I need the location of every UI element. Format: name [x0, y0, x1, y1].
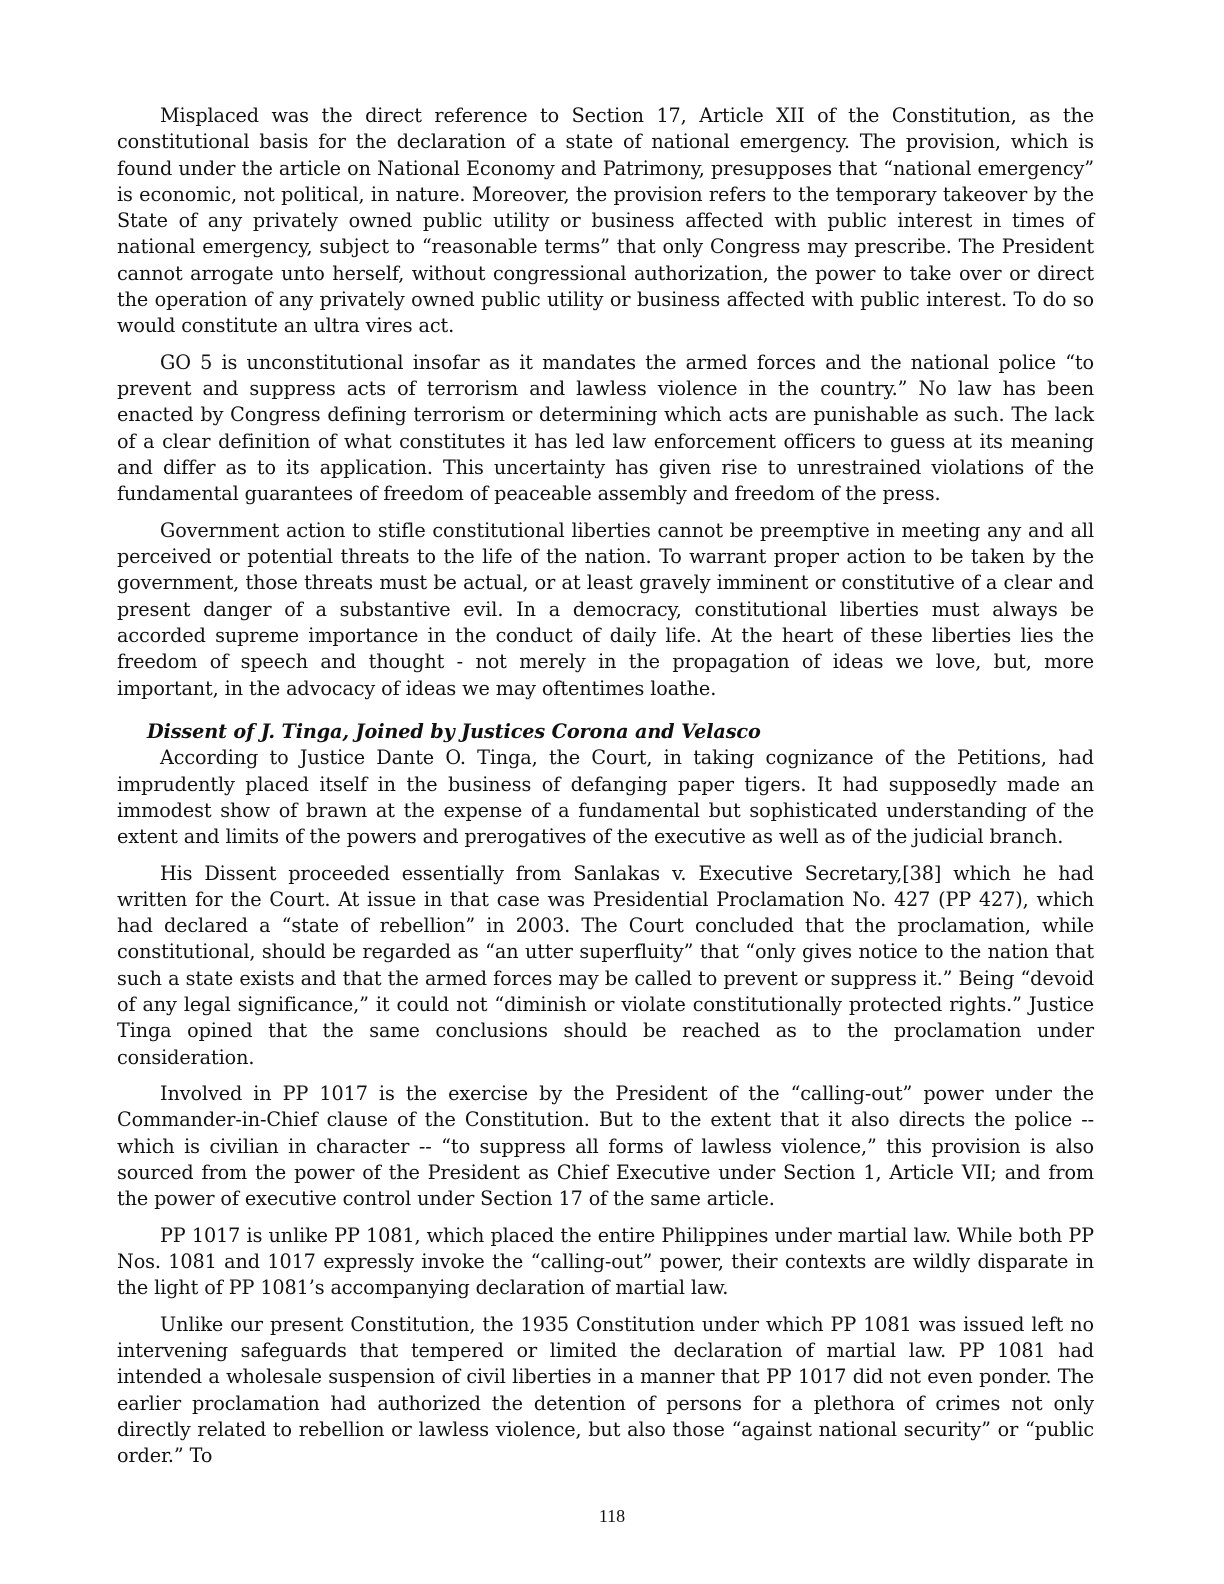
document-body — [117, 103, 1094, 1480]
paragraph-1935-constitution: Unlike our present Constitution, the 1935 Constitution under which PP 1081 was issued left no intervening safeguards that tempered or limited the declaration of martial law. PP 1081 had intended a wholesale suspension of civil liberties in a manner that PP 1017 did not even ponder. The earlier proclamation had authorized the detention of persons for a plethora of crimes not only directly related to rebellion or lawless violence, but also those “against national security” or “public order.” To — [117, 1312, 1094, 1468]
paragraph-calling-out-power: Involved in PP 1017 is the exercise by the President of the “calling-out” power under the Commander-in-Chief clause of the Constitution. But to the extent that it also directs the police -- which is civilian in character -- “to suppress all forms of lawless violence,” this provision is also sourced from the power of the President as Chief Executive under Section 1, Article VII; and from the power of executive control under Section 17 of the same article. — [117, 1082, 1094, 1211]
section-heading-tinga-dissent: Dissent of J. Tinga, Joined by Justices Corona and Velasco — [147, 719, 761, 743]
paragraph-misplaced-reference: Misplaced was the direct reference to Section 17, Article XII of the Constitution, as the constitutional basis for the declaration of a state of national emergency. The provision, which is found under the article on National Economy and Patrimony, presupposes that “national emergency” is economic, not political, in nature. Moreover, the provision refers to the temporary takeover by the State of any privately owned public utility or business affected with public interest in times of national emergency, subject to “reasonable terms” that only Congress may prescribe. The President cannot arrogate unto herself, without congressional authorization, the power to take over or direct the operation of any privately owned public utility or business affected with public interest. To do so would constitute an ultra vires act. — [117, 104, 1094, 338]
paragraph-government-action: Government action to stifle constitutional liberties cannot be preemptive in meeting any and all perceived or potential threats to the life of the nation. To warrant proper action to be taken by the government, those threats must be actual, or at least gravely imminent or constitutive of a clear and present danger of a substantive evil. In a democracy, constitutional liberties must always be accorded supreme importance in the conduct of daily life. At the heart of these liberties lies the freedom of speech and thought - not merely in the propagation of ideas we love, but, more important, in the advocacy of ideas we may oftentimes loathe. — [117, 518, 1094, 700]
paragraph-go5-unconstitutional: GO 5 is unconstitutional insofar as it mandates the armed forces and the national police “to prevent and suppress acts of terrorism and lawless violence in the country.” No law has been enacted by Congress defining terrorism or determining which acts are punishable as such. The lack of a clear definition of what constitutes it has led law enforcement officers to guess at its meaning and differ as to its application. This uncertainty has given rise to unrestrained violations of the fundamental guarantees of freedom of peaceable assembly and freedom of the press. — [117, 350, 1094, 506]
paragraph-sanlakas: His Dissent proceeded essentially from Sanlakas v. Executive Secretary,[38] which he had written for the Court. At issue in that case was Presidential Proclamation No. 427 (PP 427), which had declared a “state of rebellion” in 2003. The Court concluded that the proclamation, while constitutional, should be regarded as “an utter superfluity” that “only gives notice to the nation that such a state exists and that the armed forces may be called to prevent or suppress it.” Being “devoid of any legal significance,” it could not “diminish or violate constitutionally protected rights.” Justice Tinga opined that the same conclusions should be reached as to the proclamation under consideration. — [117, 861, 1094, 1069]
paragraph-pp1081-comparison: PP 1017 is unlike PP 1081, which placed the entire Philippines under martial law. While both PP Nos. 1081 and 1017 expressly invoke the “calling-out” power, their contexts are wildly disparate in the light of PP 1081’s accompanying declaration of martial law. — [117, 1223, 1094, 1300]
page-number: 118 — [598, 1506, 626, 1526]
paragraph-tinga-paper-tigers: According to Justice Dante O. Tinga, the Court, in taking cognizance of the Petitions, had imprudently placed itself in the business of defanging paper tigers. It had supposedly made an immodest show of brawn at the expense of a fundamental but sophisticated understanding of the extent and limits of the powers and prerogatives of the executive as well as of the judicial branch. — [117, 746, 1094, 849]
